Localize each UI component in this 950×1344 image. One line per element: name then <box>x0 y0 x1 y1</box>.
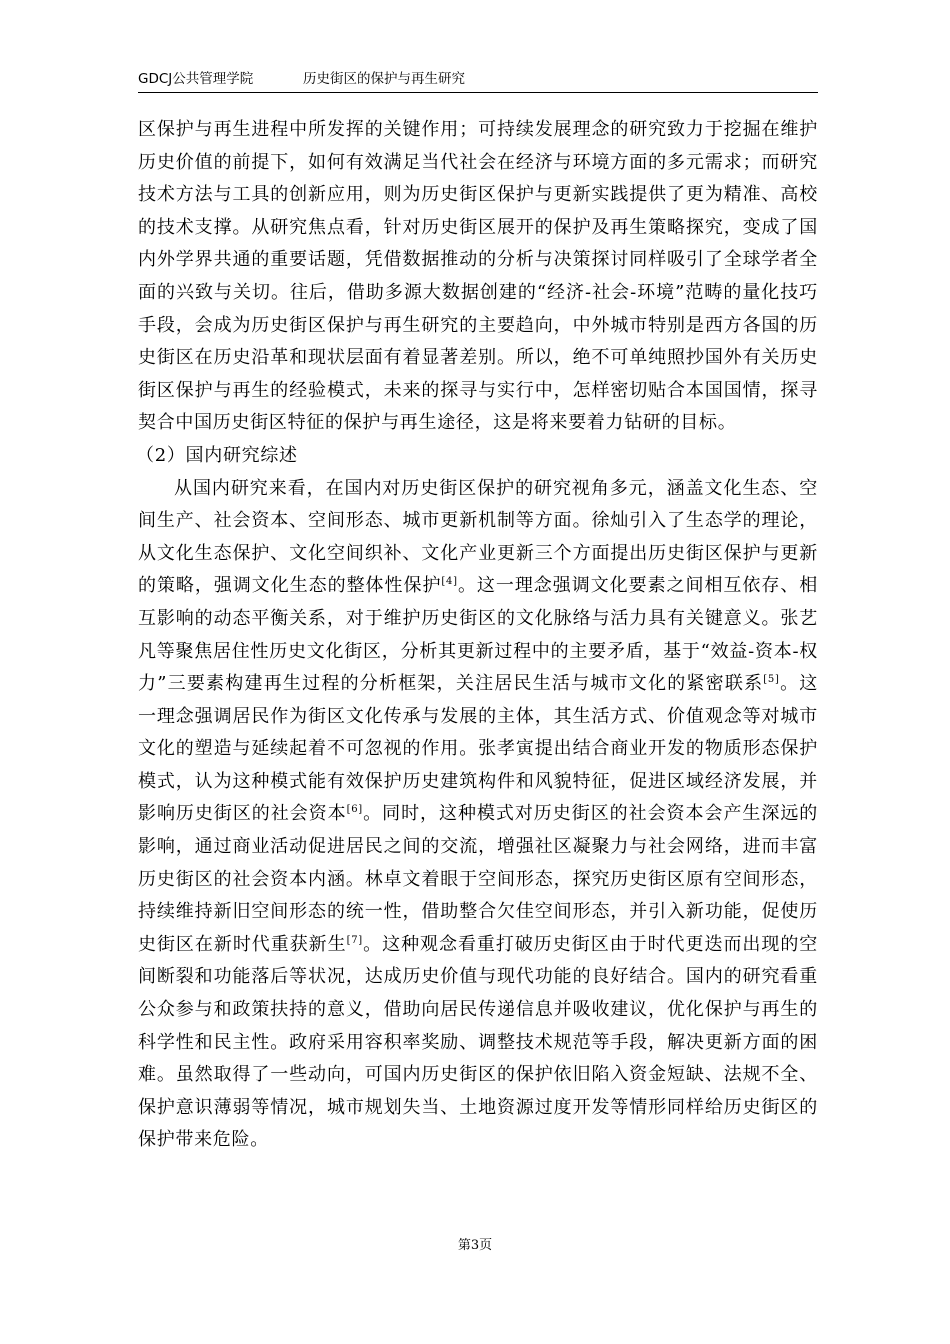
paragraph-text: 。这一理念强调文化要素之间相互依存、相互影响的动态平衡关系，对于维护历史街区的文化脉络与活力具有关键意义。张艺凡等聚焦居住性历史文化街区，分析其更新过程中的主要矛盾，基于“效益-资本-权力”三要素构建再生过程的分析框架，关注居民生活与城市文化的紧密联系 <box>138 575 818 695</box>
paragraph-text: 。同时，这种模式对历史街区的社会资本会产生深远的影响，通过商业活动促进居民之间的交流，增强社区凝聚力与社会网络，进而丰富历史街区的社会资本内涵。林卓文着眼于空间形态，探究历史街区原有空间形态，持续维持新旧空间形态的统一性，借助整合欠佳空间形态，并引入新功能，促使历史街区在新时代重获新生 <box>138 803 818 955</box>
paragraph-text: 区保护与再生进程中所发挥的关键作用；可持续发展理念的研究致力于挖掘在维护历史价值的前提下，如何有效满足当代社会在经济与环境方面的多元需求；而研究技术方法与工具的创新应用，则为历史街区保护与更新实践提供了更为精准、高校的技术支撑。从研究焦点看，针对历史街区展开的保护及再生策略探究，变成了国内外学界共通的重要话题，凭借数据推动的分析与决策探讨同样吸引了全球学者全面的兴致与关切。往后，借助多源大数据创建的“经济-社会-环境”范畴的量化技巧手段，会成为历史街区保护与再生研究的主要趋向，中外城市特别是西方各国的历史街区在历史沿革和现状层面有着显著差别。所以，绝不可单纯照抄国外有关历史街区保护与再生的经验模式，未来的探寻与实行中，怎样密切贴合本国国情，探寻契合中国历史街区特征的保护与再生途径，这是将来要着力钻研的目标。 <box>138 119 818 434</box>
citation-ref[interactable]: [7] <box>346 934 363 946</box>
paragraph-text: 。这一理念强调居民作为街区文化传承与发展的主体，其生活方式、价值观念等对城市文化的塑造与延续起着不可忽视的作用。张孝寅提出结合商业开发的物质形态保护模式，认为这种模式能有效保护历史建筑构件和风貌特征，促进区域经济发展，并影响历史街区的社会资本 <box>138 673 818 825</box>
paragraph-domestic-research <box>138 473 818 1157</box>
page-header <box>138 64 818 93</box>
header-title: 历史街区的保护与再生研究 <box>303 71 465 87</box>
document-body <box>138 114 818 1157</box>
paragraph-continued <box>138 114 818 440</box>
citation-ref[interactable]: [6] <box>346 804 363 816</box>
section-heading: （2）国内研究综述 <box>136 444 298 466</box>
paragraph-text: 从国内研究来看，在国内对历史街区保护的研究视角多元，涵盖文化生态、空间生产、社会资本、空间形态、城市更新机制等方面。徐灿引入了生态学的理论，从文化生态保护、文化空间织补、文化产业更新三个方面提出历史街区保护与更新的策略，强调文化生态的整体性保护 <box>138 477 818 597</box>
header-institution: GDCJ公共管理学院 <box>138 71 254 87</box>
citation-ref[interactable]: [5] <box>763 674 780 686</box>
citation-ref[interactable]: [4] <box>441 576 458 588</box>
paragraph-text: 。这种观念看重打破历史街区由于时代更迭而出现的空间断裂和功能落后等状况，达成历史价值与现代功能的良好结合。国内的研究看重公众参与和政策扶持的意义，借助向居民传递信息并吸收建议，优化保护与再生的科学性和民主性。政府采用容积率奖励、调整技术规范等手段，解决更新方面的困难。虽然取得了一些动向，可国内历史街区的保护依旧陷入资金短缺、法规不全、保护意识薄弱等情况，城市规划失当、土地资源过度开发等情形同样给历史街区的保护带来危险。 <box>138 933 818 1151</box>
page-number: 第3页 <box>457 1238 493 1253</box>
